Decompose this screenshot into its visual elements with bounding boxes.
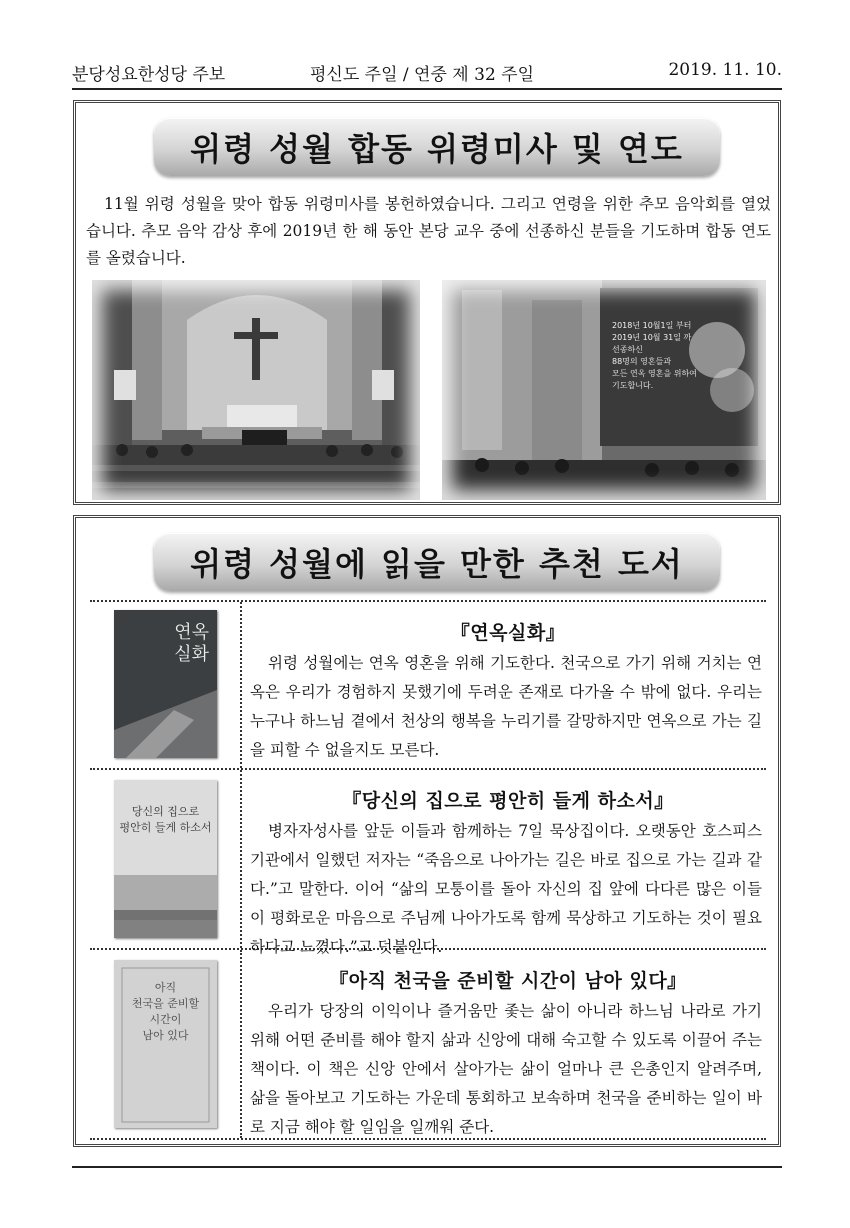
cover-title-line: 연옥 bbox=[174, 622, 209, 643]
book-recommendation-section bbox=[73, 515, 781, 1147]
footer-divider bbox=[72, 1166, 782, 1168]
book-cover-cell bbox=[90, 602, 242, 768]
memorial-screen-text bbox=[612, 320, 722, 392]
book-text bbox=[250, 602, 766, 768]
book-cover-cell bbox=[90, 770, 242, 948]
screen-line: 2018년 10월1일 부터 bbox=[612, 321, 692, 330]
memorial-screen-photo bbox=[442, 280, 766, 500]
cover-title-line: 천국을 준비할 bbox=[131, 997, 200, 1010]
section-intro: 11월 위령 성월을 맞아 합동 위령미사를 봉헌하였습니다. 그리고 연령을 위한 추모 음악회를 열었습니다. 추모 음악 감상 후에 2019년 한 해 동안 본당 교우 중에 선종하신 분들을 기도하며 합동 연도를 올렸습니다. bbox=[86, 195, 771, 267]
memorial-mass-section bbox=[73, 100, 781, 505]
book-title: 『당신의 집으로 평안히 들게 하소서』 bbox=[342, 790, 674, 812]
book-description: 우리가 당장의 이익이나 즐거움만 좇는 삶이 아니라 하느님 나라로 가기 위해 어떤 준비를 해야 할지 삶과 신앙에 대해 숙고할 수 있도록 이끌어 주는 책이다. 이 책은 신앙 안에서 살아가는 삶이 얼마나 큰 은총인지 알려주며, 삶을 돌아보고 기도하는 가운데 통회하고 보속하며 천국을 준비하는 일이 바로 지금 해야 할 일임을 일깨워 준다. bbox=[250, 1002, 762, 1136]
book-description: 위령 성월에는 연옥 영혼을 위해 기도한다. 천국으로 가기 위해 거치는 연옥은 우리가 경험하지 못했기에 두려운 존재로 다가올 수 밖에 없다. 우리는 누구나 하느님 곁에서 천상의 행복을 누리기를 갈망하지만 연옥으로 가는 길을 피할 수 없을지도 모른다. bbox=[250, 654, 762, 759]
cover-title-line: 평안히 들게 하소서 bbox=[119, 821, 212, 834]
sunday-title: 평신도 주일 / 연중 제 32 주일 bbox=[310, 65, 535, 85]
screen-line: 2019년 10월 31일 까 bbox=[612, 333, 692, 342]
parish-name: 분당성요한성당 주보 bbox=[72, 65, 226, 85]
book-cover-cell bbox=[90, 950, 242, 1138]
cover-title-line: 실화 bbox=[174, 644, 209, 665]
book-cover-title bbox=[174, 622, 209, 666]
screen-line: 모든 연옥 영혼을 위하여 bbox=[612, 369, 697, 378]
issue-date: 2019. 11. 10. bbox=[668, 60, 782, 80]
church-interior-photo bbox=[92, 280, 420, 500]
book-title: 『아직 천국을 준비할 시간이 남아 있다』 bbox=[329, 970, 687, 992]
book-text bbox=[250, 770, 766, 956]
book-cover bbox=[114, 960, 217, 1128]
section-title: 위령 성월에 읽을 만한 추천 도서 bbox=[154, 533, 720, 591]
screen-line: 기도합니다. bbox=[612, 381, 654, 390]
cover-title-line: 아직 bbox=[154, 981, 177, 994]
bulletin-header bbox=[72, 56, 782, 90]
cover-title-line: 남아 있다 bbox=[142, 1029, 189, 1042]
book-description: 병자자성사를 앞둔 이들과 함께하는 7일 묵상집이다. 오랫동안 호스피스 기관에서 일했던 저자는 “죽음으로 나아가는 길은 바로 집으로 가는 길과 같다.”고 말한다. 이어 “삶의 모퉁이를 돌아 자신의 집 앞에 다다른 많은 이들이 평화로운 마음으로 주님께 나아가도록 함께 묵상하고 기도하는 것이 필요하다고 느꼈다.”고 덧붙인다. bbox=[250, 822, 762, 956]
section-title: 위령 성월 합동 위령미사 및 연도 bbox=[154, 118, 720, 176]
book-item bbox=[90, 770, 766, 956]
book-text bbox=[250, 950, 766, 1138]
book-item bbox=[90, 602, 766, 770]
book-cover bbox=[114, 610, 217, 758]
book-list bbox=[90, 600, 766, 1140]
screen-line: 88명의 영혼들과 bbox=[612, 357, 672, 366]
cover-title-line: 당신의 집으로 bbox=[131, 805, 200, 818]
book-cover-title bbox=[114, 980, 217, 1044]
screen-line: 선종하신 bbox=[612, 345, 643, 354]
cover-title-line: 시간이 bbox=[149, 1013, 182, 1026]
book-item bbox=[90, 950, 766, 1140]
book-cover bbox=[114, 780, 217, 938]
book-title: 『연옥실화』 bbox=[450, 622, 566, 644]
book-cover-title bbox=[114, 804, 217, 836]
